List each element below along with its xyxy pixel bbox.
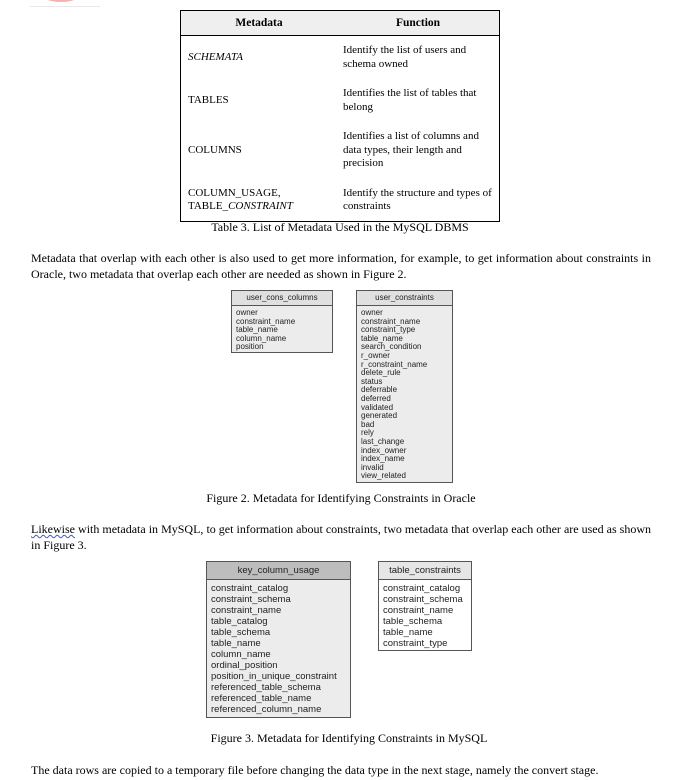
field-item: bad <box>361 419 375 429</box>
table-row <box>181 179 500 222</box>
field-item: generated <box>361 411 398 421</box>
metadata-cell: COLUMNS <box>188 143 242 156</box>
table-row <box>181 36 500 80</box>
field-item: deferrable <box>361 385 398 395</box>
field-item: table_name <box>361 333 403 343</box>
field-list <box>379 580 471 649</box>
field-item: table_name <box>211 638 261 649</box>
field-item: deferred <box>361 393 391 403</box>
key-column-usage-box <box>206 561 351 718</box>
box-title: table_constraints <box>379 562 471 580</box>
user-cons-columns-box <box>231 290 333 353</box>
field-item: owner <box>361 308 383 317</box>
function-cell: Identifies the list of tables that belong <box>343 87 477 113</box>
header-logo-fragment <box>30 0 100 7</box>
field-item: invalid <box>361 462 384 472</box>
user-constraints-box <box>356 290 453 483</box>
field-item: constraint_name <box>361 316 421 326</box>
field-item: r_owner <box>361 350 390 360</box>
field-item: table_catalog <box>211 616 268 627</box>
field-item: constraint_name <box>211 605 282 616</box>
field-list <box>232 306 332 352</box>
box-title: user_cons_columns <box>232 291 332 306</box>
field-item: referenced_table_schema <box>211 682 321 693</box>
spellcheck-word: Likewise <box>31 522 75 536</box>
field-item: view_related <box>361 471 406 481</box>
table-row <box>181 79 500 122</box>
field-item: table_name <box>383 627 433 638</box>
function-cell: Identify the structure and types of constraints <box>343 186 492 212</box>
box-title: user_constraints <box>357 291 452 306</box>
field-item: column_name <box>236 333 287 343</box>
field-item: delete_rule <box>361 368 401 378</box>
column-header-function: Function <box>337 11 500 36</box>
field-item: search_condition <box>361 342 422 352</box>
box-title: key_column_usage <box>207 562 350 580</box>
table-3-caption: Table 3. List of Metadata Used in the MySQL DBMS <box>211 220 469 234</box>
field-item: rely <box>361 428 374 438</box>
table-constraints-box <box>378 561 472 651</box>
metadata-cell: TABLES <box>188 93 229 106</box>
figure-2-caption: Figure 2. Metadata for Identifying Constraints in Oracle <box>206 491 476 505</box>
column-header-metadata: Metadata <box>181 11 338 36</box>
paragraph-2-text: with metadata in MySQL, to get information about constraints, two metadata that overlap each other are used as shown in Figure 3. <box>31 522 651 552</box>
field-item: r_constraint_name <box>361 359 428 369</box>
field-item: validated <box>361 402 394 412</box>
metadata-cell <box>181 179 338 222</box>
function-cell: Identifies a list of columns and data types, their length and precision <box>343 130 479 170</box>
metadata-cell: SCHEMATA <box>188 50 243 63</box>
field-item: status <box>361 376 383 386</box>
field-item: table_name <box>236 325 278 335</box>
metadata-line-1: COLUMN_USAGE, <box>188 186 281 199</box>
field-item: constraint_type <box>383 638 448 649</box>
field-item: constraint_name <box>236 316 296 326</box>
field-list <box>357 306 452 481</box>
paragraph-1: Metadata that overlap with each other is also used to get more information, for example, to get information about constraints in Oracle, two metadata that overlap each other are needed as shown in Figure 2. <box>31 251 651 281</box>
field-item: owner <box>236 308 258 317</box>
field-item: index_name <box>361 454 405 464</box>
field-item: column_name <box>211 649 271 660</box>
field-item: ordinal_position <box>211 660 278 671</box>
field-item: constraint_name <box>383 605 454 616</box>
field-item: referenced_table_name <box>211 693 312 704</box>
function-cell: Identify the list of users and schema owned <box>343 44 467 70</box>
field-item: index_owner <box>361 445 407 455</box>
field-item: position <box>236 342 264 352</box>
metadata-line-2-prefix: TABLE_ <box>188 200 229 212</box>
field-item: last_change <box>361 436 405 446</box>
table-row <box>181 122 500 179</box>
figure-3-caption: Figure 3. Metadata for Identifying Constraints in MySQL <box>210 731 488 745</box>
metadata-table <box>180 10 500 222</box>
field-item: position_in_unique_constraint <box>211 671 337 682</box>
metadata-line-2-italic: CONSTRAINT <box>228 200 293 212</box>
field-item: table_schema <box>383 616 443 627</box>
field-list <box>207 580 350 715</box>
field-item: constraint_catalog <box>211 583 289 594</box>
paragraph-2 <box>31 521 651 553</box>
field-item: constraint_schema <box>383 594 463 605</box>
paragraph-3: The data rows are copied to a temporary file before changing the data type in the next stage, namely the convert stage. <box>31 763 599 777</box>
field-item: table_schema <box>211 627 271 638</box>
field-item: constraint_catalog <box>383 583 461 594</box>
field-item: constraint_type <box>361 325 416 335</box>
field-item: constraint_schema <box>211 594 291 605</box>
field-item: referenced_column_name <box>211 704 322 715</box>
